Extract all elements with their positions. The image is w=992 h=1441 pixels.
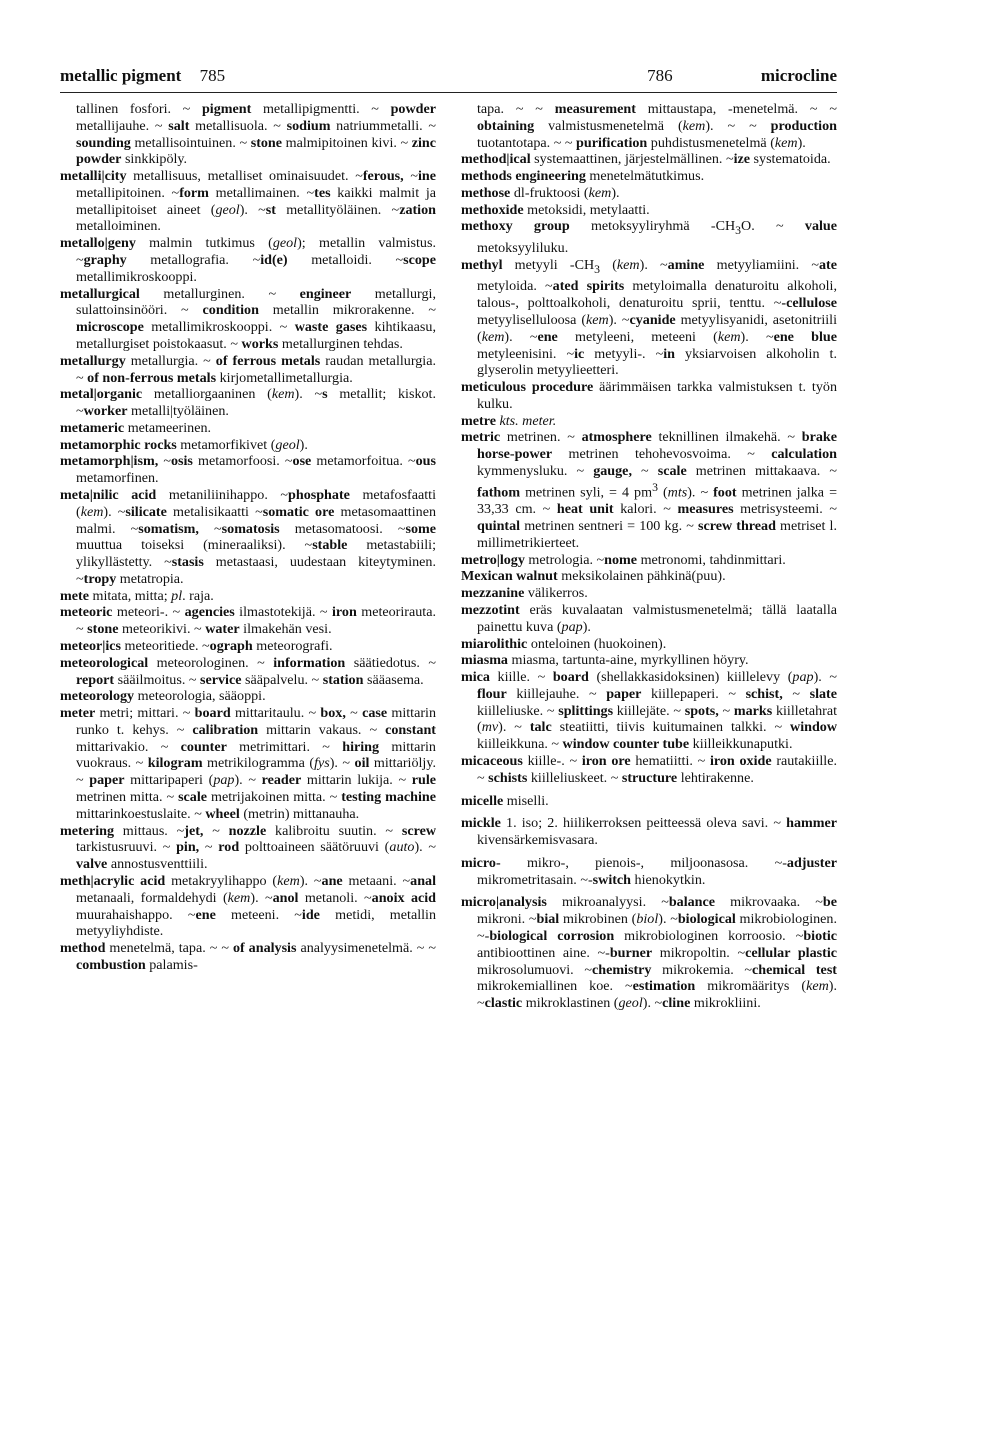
dictionary-entry: method|ical systemaattinen, järjestelmällinen. ~ize systematoida. [461,151,831,168]
header-left [60,66,225,86]
dictionary-entry: mezzotint eräs kuvalaatan valmistusmenetelmä; tällä laatalla painettu kuva (pap). [461,601,837,635]
dictionary-entry: meticulous procedure äärimmäisen tarkka valmistuksen t. työn kulku. [461,379,837,412]
dictionary-entry: metric metrinen. ~ atmosphere teknillinen ilmakehä. ~ brake horse-power metrinen tehohevosvoima. ~ calculation kymmenysluku. ~ gauge, ~ scale metrinen mittakaava. ~ fathom metrinen syli, = 4 $pm^3$ (mts). ~ foot metrinen jalka = 33,33 cm. ~ heat unit kalori. ~ measures metrisysteemi. ~ quintal metrinen sentneri = 100 kg. ~ screw thread metriset l. millimetrikierteet. [461,429,838,551]
dictionary-entry: mickle 1. iso; 2. hiilikerroksen peitteessä oleva savi. ~ hammer kivensärkemisvasara. [461,815,837,849]
dictionary-entry: method menetelmä, tapa. ~ ~ of analysis analyysimenetelmä. ~ ~ combustion palamis- [60,940,436,973]
dictionary-entry: meteoric meteori-. ~ agencies ilmastotekijä. ~ iron meteorirauta. ~ stone meteorikivi. ~ water ilmakehän vesi. [60,604,436,638]
dictionary-entry: metameric metameerinen. [60,419,212,436]
dictionary-entry: micro- mikro-, pienois-, miljoonasosa. ~-adjuster mikrometritasain. ~-switch hienokytkin. [461,854,837,888]
dictionary-entry: metallurgical metallurginen. ~ engineer metallurgi, sulattoinsinööri. ~ condition metallin mikrorakenne. ~ microscope metallimikroskooppi. ~ waste gases kihtikaasu, metallurgiset poistokaasut. ~ works metallurginen tehdas. [60,285,437,352]
left-column [60,101,436,974]
right-running-headword: microcline [760,66,837,85]
dictionary-entry: miasma miasma, tartunta-aine, myrkyllinen höyry. [461,652,749,669]
dictionary-entry: mica kiille. ~ board (shellakkasidoksinen) kiillelevy (pap). ~ flour kiillejauhe. ~ paper kiillepaperi. ~ schist, ~ slate kiilleliuske. ~ splittings kiillejäte. ~ spots, ~ marks kiilletahrat (mv). ~ talc steatiitti, tiivis kuitumainen talkki. ~ window kiilleikkuna. ~ window counter tube kiilleikkunaputki. [461,669,838,753]
dictionary-entry: methyl metyyli $-CH_3$ (kem). ~amine metyyliamiini. ~ate metyloida. ~ated spirits metyloimalla denaturoitu alkoholi, talous-, polttoalkoholi, denaturoitu sprii, tenttu. ~-cellulose metyyliselluloosa (kem). ~cyanide metyylisyanidi, asetonitriili (kem). ~ene metyleeni, meteeni (kem). ~ene blue metyleenisini. ~ic metyyli-. ~in yksiarvoisen alkoholin t. glyserolin metyylieetteri. [461,256,837,379]
right-column [461,101,837,1012]
dictionary-entry: methods engineering menetelmätutkimus. [461,168,705,185]
dictionary-entry: Mexican walnut meksikolainen pähkinä(puu). [461,568,726,585]
dictionary-entry: meter metri; mittari. ~ board mittaritaulu. ~ box, ~ case mittarin runko t. kehys. ~ calibration mittarin vakaus. ~ constant mittarivakio. ~ counter metrimittari. ~ hiring mittarin vuokraus. ~ kilogram metrikilogramma (fys). ~ oil mittariöljy. ~ paper mittaripaperi (pap). ~ reader mittarin lukija. ~ rule metrinen mitta. ~ scale metrijakoinen mitta. ~ testing machine mittarinkoestuslaite. ~ wheel (metrin) mittanauha. [60,705,437,822]
dictionary-entry: metal|organic metalliorgaaninen (kem). ~s metallit; kiskot. ~worker metalli|työläinen. [60,386,436,420]
dictionary-entry: methoxide metoksidi, metylaatti. [461,201,650,218]
left-page-number: 785 [199,66,226,85]
dictionary-entry: meteorological meteorologinen. ~ information säätiedotus. ~ report sääilmoitus. ~ service sääpalvelu. ~ station sääasema. [60,654,436,688]
dictionary-entry: micro|analysis mikroanalyysi. ~balance mikrovaaka. ~be mikroni. ~bial mikrobinen (biol). ~biological mikrobiologinen. ~-biological corrosion mikrobiologinen korroosio. ~biotic antibioottinen aine. ~-burner mikropoltin. ~cellular plastic mikrosolumuovi. ~chemistry mikrokemia. ~chemical test mikrokemiallinen koe. ~estimation mikromääritys (kem). ~clastic mikroklastinen (geol). ~cline mikrokliini. [461,894,837,1012]
dictionary-entry: tapa. ~ ~ measurement mittaustapa, -menetelmä. ~ ~ obtaining valmistusmenetelmä (kem). ~ ~ production tuotantotapa. ~ ~ purification puhdistusmenetelmä (kem). [477,101,837,151]
dictionary-entry: methose dl-fruktoosi (kem). [461,184,620,201]
dictionary-entry: miarolithic onteloinen (huokoinen). [461,635,667,652]
dictionary-entry: metamorphic rocks metamorfikivet (geol). [60,436,308,453]
dictionary-entry: meteorology meteorologia, sääoppi. [60,688,266,705]
page-header [60,66,837,92]
dictionary-entry: mete mitata, mitta; pl. raja. [60,587,214,604]
dictionary-entry: metamorph|ism, ~osis metamorfoosi. ~ose metamorfoitua. ~ous metamorfinen. [60,453,436,487]
left-running-headword: metallic pigment [60,66,182,85]
dictionary-entry: mezzanine välikerros. [461,585,588,602]
dictionary-entry: metro|logy metrologia. ~nome metronomi, tahdinmittari. [461,551,786,568]
dictionary-entry: metre kts. meter. [461,412,557,429]
right-page-number: 786 [647,66,673,85]
dictionary-entry: meta|nilic acid metaniliinihappo. ~phosphate metafosfaatti (kem). ~silicate metalisikaatti ~somatic ore metasomaattinen malmi. ~somatism, ~somatosis metasomatoosi. ~some muuttua toiseksi (mineraaliksi). ~stable metastabiili; ylikyllästetty. ~stasis metastaasi, uudestaan kiteytyminen. ~tropy metatropia. [60,486,437,587]
dictionary-entry: tallinen fosfori. ~ pigment metallipigmentti. ~ powder metallijauhe. ~ salt metallisuola. ~ sodium natriummetalli. ~ sounding metallisointuinen. ~ stone malmipitoinen kivi. ~ zinc powder sinkkipöly. [76,101,437,168]
dictionary-entry: micaceous kiille-. ~ iron ore hematiitti. ~ iron oxide rautakiille. ~ schists kiilleliuskeet. ~ structure lehtirakenne. [461,753,837,786]
dictionary-entry: meteor|ics meteoritiede. ~ograph meteorografi. [60,638,333,654]
header-right [647,66,837,86]
dictionary-entry: metalli|city metallisuus, metalliset ominaisuudet. ~ferous, ~ine metallipitoinen. ~form metallimainen. ~tes kaikki malmit ja metallipitoiset aineet (geol). ~st metallityöläinen. ~zation metalloiminen. [60,168,436,235]
dictionary-entry: meth|acrylic acid metakryylihappo (kem). ~ane metaani. ~anal metanaali, formaldehydi (kem). ~anol metanoli. ~anoix acid muurahaishappo. ~ene meteeni. ~ide metidi, metallin metyyliyhdiste. [60,872,436,940]
dictionary-entry: micelle miselli. [461,792,549,809]
dictionary-entry: metallo|geny malmin tutkimus (geol); metallin valmistus. ~graphy metallografia. ~id(e) metalloidi. ~scope metallimikroskooppi. [60,235,437,285]
dictionary-entry: methoxy group metoksyyliryhmä $-CH_3O$. ~ value metoksyyliluku. [461,218,837,257]
header-rule [60,92,837,93]
dictionary-entry: metering mittaus. ~jet, ~ nozzle kalibroitu suutin. ~ screw tarkistusruuvi. ~ pin, ~ rod polttoaineen säätöruuvi (auto). ~ valve annostusventtiili. [60,822,437,873]
dictionary-entry: metallurgy metallurgia. ~ of ferrous metals raudan metallurgia. ~ of non-ferrous metals kirjometallimetallurgia. [60,352,436,386]
